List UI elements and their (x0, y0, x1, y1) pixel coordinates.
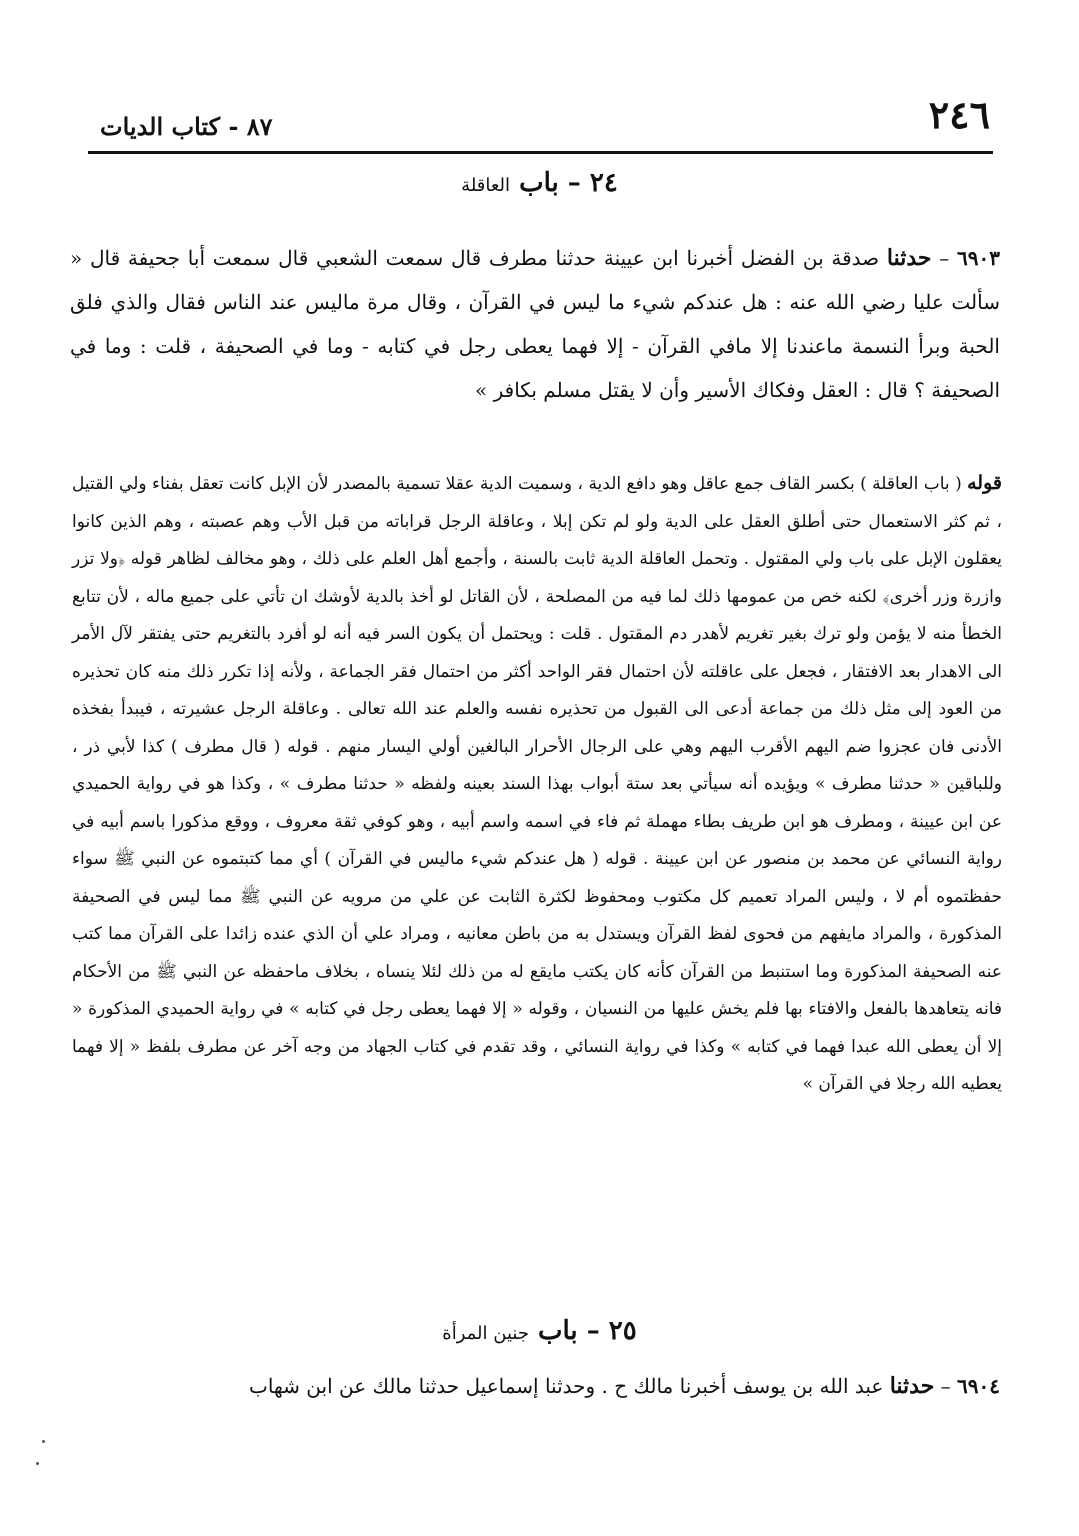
commentary-block (72, 465, 1002, 1104)
chapter-heading-25: ٢٥ – باب جنين المرأة (442, 1316, 637, 1346)
chapter-number: ٢٤ (589, 168, 618, 198)
page-number: ٢٤٦ (928, 92, 990, 137)
commentary-lead-word: قوله (967, 472, 1002, 494)
running-head: ٨٧ - كتاب الديات (100, 112, 273, 141)
chapter-label: باب (519, 168, 559, 198)
page-header (90, 92, 990, 152)
commentary-text: ( باب العاقلة ) بكسر القاف جمع عاقل وهو دافع الدية ، وسميت الدية عقلا تسمية بالمصدر لأن الإبل كانت تعقل بفناء ولي القتيل ، ثم كثر الاستعمال حتى أطلق العقل على الدية ولو لم تكن إبلا ، وعاقلة الرجل قراباته من قبل الأب وهم عصبته ، وهم الذين كانوا يعقلون الإبل على باب ولي المقتول . وتحمل العاقلة الدية ثابت بالسنة ، وأجمع أهل العلم على ذلك ، وهو مخالف لظاهر قوله ﴿ولا تزر وازرة وزر أخرى﴾ لكنه خص من عمومها ذلك لما فيه من المصلحة ، لأن القاتل لو أخذ بالدية لأوشك ان تأتي على جميع ماله ، لأن تتابع الخطأ منه لا يؤمن ولو ترك بغير تغريم لأهدر دم المقتول . قلت : ويحتمل أن يكون السر فيه أنه لو أفرد بالتغريم حتى يفتقر لآل الأمر الى الاهدار بعد الافتقار ، فجعل على عاقلته لأن احتمال فقر الواحد أكثر من احتمال فقر الجماعة ، ولأنه إذا تكرر ذلك منه كان تحذيره من العود إلى مثل ذلك من جماعة أدعى الى القبول من تحذيره نفسه والعلم عند الله تعالى . وعاقلة الرجل عشيرته ، فيبدأ بفخذه الأدنى فان عجزوا ضم اليهم الأقرب اليهم وهي على الرجال الأحرار البالغين أولي اليسار منهم . قوله ( قال مطرف ) كذا لأبي ذر ، وللباقين « حدثنا مطرف » ويؤيده أنه سيأتي بعد ستة أبواب بهذا السند بعينه ولفظه « حدثنا مطرف » ، وكذا هو في رواية الحميدي عن ابن عيينة ، ومطرف هو ابن طريف بطاء مهملة ثم فاء في اسمه واسم أبيه ، وهو كوفي ثقة معروف ، ووقع مذكورا باسم أبيه في رواية النسائي عن محمد بن منصور عن ابن عيينة . قوله ( هل عندكم شيء ماليس في القرآن ) أي مما كتبتموه عن النبي ﷺ سواء حفظتموه أم لا ، وليس المراد تعميم كل مكتوب ومحفوظ لكثرة الثابت عن علي من مرويه عن النبي ﷺ مما ليس في الصحيفة المذكورة ، والمراد مايفهم من فحوى لفظ القرآن ويستدل به من باطن معانيه ، ومراد علي أن الذي عنده زائدا على القرآن مما كتب عنه الصحيفة المذكورة وما استنبط من القرآن كأنه كان يكتب مايقع له من ذلك لئلا ينساه ، بخلاف ماحفظه عن النبي ﷺ من الأحكام فانه يتعاهدها بالفعل والافتاء بها فلم يخش عليها من النسيان ، وقوله « إلا فهما يعطى رجل في كتابه » في رواية الحميدي المذكورة « إلا أن يعطى الله عبدا فهما في كتابه » وكذا في رواية النسائي ، وقد تقدم في كتاب الجهاد من وجه آخر عن مطرف بلفظ « إلا فهما يعطيه الله رجلا في القرآن » (72, 474, 1002, 1094)
hadith-number: ٦٩٠٣ (957, 246, 1001, 270)
chapter-title: جنين المرأة (442, 1323, 529, 1344)
hadith-lead-word: حدثنا (886, 245, 932, 271)
chapter-title: العاقلة (461, 175, 511, 196)
scan-speck (42, 1440, 45, 1443)
chapter-label: باب (538, 1316, 578, 1346)
chapter-heading-24: ٢٤ – باب العاقلة (461, 168, 618, 198)
chapter-number: ٢٥ (608, 1316, 637, 1346)
hadith-number: ٦٩٠٤ (957, 1374, 1000, 1398)
hadith-text: صدقة بن الفضل أخبرنا ابن عيينة حدثنا مطرف قال سمعت الشعبي قال سمعت أبا جحيفة قال « سألت عليا رضي الله عنه : هل عندكم شيء ما ليس في القرآن ، وقال مرة ماليس عند الناس فقال والذي فلق الحبة وبرأ النسمة ماعندنا إلا مافي القرآن - إلا فهما يعطى رجل في كتابه - وما في الصحيفة ، قلت : وما في الصحيفة ؟ قال : العقل وفكاك الأسير وأن لا يقتل مسلم بكافر » (70, 246, 1000, 402)
hadith-text: عبد الله بن يوسف أخبرنا مالك ح . وحدثنا إسماعيل حدثنا مالك عن ابن شهاب (249, 1374, 884, 1398)
hadith-6904: ٦٩٠٤ – حدثنا عبد الله بن يوسف أخبرنا مالك ح . وحدثنا إسماعيل حدثنا مالك عن ابن شهاب (249, 1373, 1000, 1399)
hadith-6903: ٦٩٠٣ – حدثنا صدقة بن الفضل أخبرنا ابن عيينة حدثنا مطرف قال سمعت الشعبي قال سمعت أبا جحيفة قال « سألت عليا رضي الله عنه : هل عندكم شيء ما ليس في القرآن ، وقال مرة ماليس عند الناس فقال والذي فلق الحبة وبرأ النسمة ماعندنا إلا مافي القرآن - إلا فهما يعطى رجل في كتابه - وما في الصحيفة ، قلت : وما في الصحيفة ؟ قال : العقل وفكاك الأسير وأن لا يقتل مسلم بكافر » (70, 245, 1001, 402)
hadith-lead-word: حدثنا (889, 1373, 935, 1399)
scan-speck (36, 1462, 39, 1465)
header-rule (88, 151, 993, 154)
